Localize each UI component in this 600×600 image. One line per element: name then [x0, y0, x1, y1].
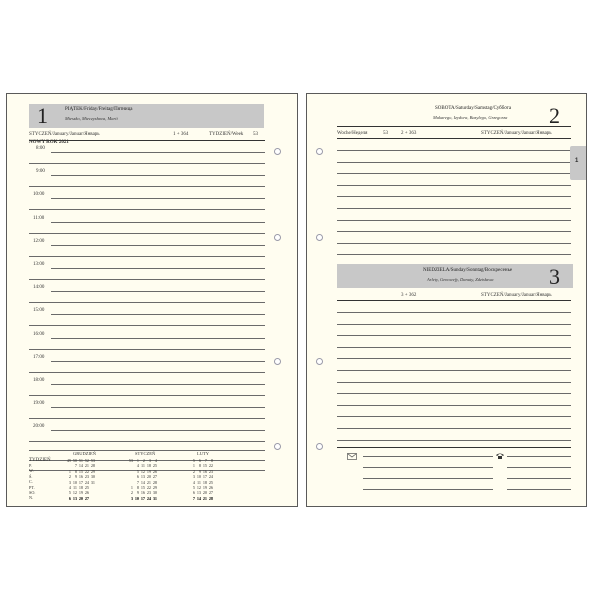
- day-label: N.: [29, 495, 34, 501]
- minical-day: 26: [208, 485, 213, 491]
- minical-day: 23: [208, 468, 213, 474]
- minical-day: 22: [84, 468, 89, 474]
- minical-month-name: LUTY: [197, 451, 209, 456]
- minical-day: 25: [208, 479, 213, 485]
- binder-hole: [274, 148, 281, 155]
- minical-day: 17: [202, 474, 207, 480]
- half-hour-line: [29, 163, 265, 164]
- minical-day: 3: [68, 479, 71, 485]
- minical-day: 15: [140, 485, 145, 491]
- day-label: W.: [29, 468, 34, 474]
- minical-day: 5: [136, 468, 139, 474]
- minical-week-label: TYDZIEŃ: [29, 458, 51, 463]
- sun-name-days: Arlety, Genowefy, Danuty, Zdzisława: [427, 277, 494, 282]
- ruled-line: [337, 393, 571, 394]
- minical-day: 3: [130, 495, 133, 501]
- sat-week-label: Woche/Неделя: [337, 131, 368, 136]
- minical-row: [189, 496, 213, 501]
- day-number: 1: [37, 103, 48, 128]
- sun-month-line: STYCZEŃ/January/Januar/Январь: [481, 293, 552, 298]
- minical-day: 6: [192, 490, 195, 496]
- contacts-rule: [337, 447, 571, 448]
- hour-label: 14:00: [33, 285, 45, 291]
- minical-day: 5: [192, 485, 195, 491]
- left-planner-page: [6, 93, 298, 507]
- day-label: Ś.: [29, 473, 33, 479]
- minical-day: 4: [192, 479, 195, 485]
- minical-day: 12: [72, 490, 77, 496]
- minical-day: 2: [192, 468, 195, 474]
- minical-day: 30: [90, 474, 95, 480]
- minical-day: 4: [136, 463, 139, 469]
- minical-day: 10: [196, 474, 201, 480]
- ruled-line: [337, 185, 571, 186]
- sun-day-number: 3: [549, 264, 560, 289]
- minical-day: 28: [208, 495, 213, 501]
- hour-line: [51, 384, 265, 385]
- minical-day: 19: [202, 485, 207, 491]
- minical-day: 22: [146, 485, 151, 491]
- ruled-line: [337, 324, 571, 325]
- sat-day-number: 2: [549, 103, 560, 128]
- minical-day: 26: [84, 490, 89, 496]
- week-number: 50: [72, 458, 77, 463]
- hour-line: [51, 430, 265, 431]
- hour-label: 17:00: [33, 354, 45, 360]
- minical-day: 24: [146, 495, 151, 501]
- month-line: STYCZEŃ/January/Januar/Январь: [29, 132, 100, 137]
- hour-label: 8:00: [36, 146, 45, 151]
- minical-day: 23: [146, 490, 151, 496]
- name-days: Mieszko, Mieczysława, Marii: [65, 116, 118, 121]
- hour-label: 9:00: [36, 169, 45, 175]
- sat-day-name: SOBOTA/Saturday/Samstag/Суббота: [435, 106, 512, 111]
- minical-day: 14: [78, 463, 83, 469]
- sat-day-count: 2 + 363: [401, 131, 417, 136]
- half-hour-line: [29, 233, 265, 234]
- ruled-line: [337, 312, 571, 313]
- minical-day: 7: [192, 495, 195, 501]
- minical-day: 22: [208, 463, 213, 469]
- contact-line: [363, 489, 493, 490]
- minical-day: 8: [136, 485, 139, 491]
- day-label: P.: [29, 463, 32, 468]
- week-number: 53: [253, 132, 258, 137]
- half-hour-line: [29, 349, 265, 350]
- week-number: 2: [142, 458, 145, 463]
- ruled-line: [337, 162, 571, 163]
- minical-day: 14: [196, 495, 201, 501]
- minical-day: 24: [84, 479, 89, 485]
- holiday-label: NOWY ROK 2021: [29, 140, 69, 145]
- minical-day: 2: [68, 474, 71, 480]
- minical-day: 6: [136, 474, 139, 480]
- minical-day: 25: [84, 485, 89, 491]
- week-number: 8: [210, 458, 213, 463]
- minical-month-name: GRUDZIEŃ: [73, 451, 96, 456]
- week-number: 53: [90, 458, 95, 463]
- minical-day: 9: [74, 474, 77, 480]
- minical-day: 16: [140, 490, 145, 496]
- hour-line: [51, 361, 265, 362]
- minical-day: 6: [68, 495, 71, 501]
- half-hour-line: [29, 441, 265, 442]
- minical-grid: [65, 458, 95, 501]
- minical-grid: [127, 458, 157, 501]
- half-hour-line: [29, 279, 265, 280]
- minical-day: 7: [74, 463, 77, 469]
- binder-hole: [274, 358, 281, 365]
- hour-line: [51, 245, 265, 246]
- minical-day: 4: [68, 485, 71, 491]
- minical-day: 18: [202, 479, 207, 485]
- minical-day: 13: [72, 495, 77, 501]
- minical-day: 29: [152, 485, 157, 491]
- week-number: 4: [154, 458, 157, 463]
- week-number: 52: [84, 458, 89, 463]
- hour-label: 10:00: [33, 192, 45, 198]
- minical-day: 26: [152, 468, 157, 474]
- minical-day: 17: [140, 495, 145, 501]
- minical-day: 16: [78, 474, 83, 480]
- minical-day: 20: [202, 490, 207, 496]
- minical-day: 13: [196, 490, 201, 496]
- envelope-icon: [347, 453, 357, 460]
- minical-day-labels: [29, 463, 35, 501]
- hour-label: 15:00: [33, 308, 45, 314]
- minical-day: 24: [208, 474, 213, 480]
- ruled-line: [337, 405, 571, 406]
- minical-day: 30: [152, 490, 157, 496]
- half-hour-line: [29, 256, 265, 257]
- sun-day-count: 3 + 362: [401, 293, 417, 298]
- minical-day: 31: [90, 479, 95, 485]
- hour-label: 18:00: [33, 378, 45, 383]
- hour-label: 20:00: [33, 424, 45, 430]
- ruled-line: [337, 358, 571, 359]
- contact-line: [363, 478, 493, 479]
- minical-day: 7: [136, 479, 139, 485]
- hour-line: [51, 198, 265, 199]
- minical-row: [127, 496, 157, 501]
- month-index-tab[interactable]: [570, 146, 586, 180]
- minical-day: 11: [140, 463, 145, 469]
- week-number: 5: [192, 458, 195, 463]
- week-number: 49: [66, 458, 71, 463]
- hour-line: [51, 314, 265, 315]
- minical-day: 20: [146, 474, 151, 480]
- sat-month-line: STYCZEŃ/January/Januar/Январь: [481, 131, 552, 136]
- minical-day: 19: [78, 490, 83, 496]
- ruled-line: [337, 196, 571, 197]
- binder-hole: [274, 234, 281, 241]
- hour-label: 12:00: [33, 238, 45, 244]
- minical-day: 9: [198, 468, 201, 474]
- minical-day: 17: [78, 479, 83, 485]
- ruled-line: [337, 347, 571, 348]
- minical-row: [65, 496, 95, 501]
- week-number: 53: [128, 458, 133, 463]
- minical-day: 2: [130, 490, 133, 496]
- minical-day: 8: [198, 463, 201, 469]
- minical-day: 1: [192, 463, 195, 469]
- ruled-line: [337, 440, 571, 441]
- half-hour-line: [29, 302, 265, 303]
- contact-line: [363, 456, 493, 457]
- week-number: 3: [148, 458, 151, 463]
- minical-day: 15: [78, 468, 83, 474]
- minical-day: 18: [78, 485, 83, 491]
- hour-line: [51, 338, 265, 339]
- minical-day: 11: [196, 479, 201, 485]
- ruled-line: [337, 335, 571, 336]
- sat-name-days: Makarego, Izydora, Bazylego, Grzegorza: [433, 115, 508, 120]
- minical-day: 31: [152, 495, 157, 501]
- telephone-icon: [495, 452, 505, 460]
- half-hour-line: [29, 209, 265, 210]
- binder-hole: [316, 234, 323, 241]
- minical-grid: [189, 458, 213, 501]
- half-hour-line: [29, 395, 265, 396]
- binder-hole: [316, 358, 323, 365]
- minical-day: 21: [202, 495, 207, 501]
- minical-day: 23: [84, 474, 89, 480]
- minical-day: 25: [152, 463, 157, 469]
- minical-day: 27: [84, 495, 89, 501]
- ruled-line: [337, 243, 571, 244]
- minical-day: 27: [152, 474, 157, 480]
- minical-day: 28: [90, 463, 95, 469]
- day-name: PIĄTEK/Friday/Freitag/Пятница: [65, 107, 133, 112]
- minical-day: 1: [68, 468, 71, 474]
- day-label: SO.: [29, 490, 36, 496]
- minical-day: 14: [140, 479, 145, 485]
- ruled-line: [337, 382, 571, 383]
- ruled-line: [337, 254, 571, 255]
- contact-line: [507, 467, 571, 468]
- day-label: PT.: [29, 484, 35, 490]
- minical-month-name: STYCZEŃ: [135, 451, 156, 456]
- contact-line: [507, 478, 571, 479]
- week-label: TYDZIEŃ/Week: [209, 132, 244, 137]
- hour-line: [51, 291, 265, 292]
- week-number: 6: [198, 458, 201, 463]
- hour-label: 16:00: [33, 331, 45, 337]
- minical-day: 10: [134, 495, 139, 501]
- sat-sub-rule: [337, 138, 571, 139]
- hour-line: [51, 152, 265, 153]
- ruled-line: [337, 370, 571, 371]
- day-label: C.: [29, 479, 33, 485]
- contact-line: [363, 467, 493, 468]
- minical-day: 27: [208, 490, 213, 496]
- minical-day: 1: [130, 485, 133, 491]
- minical-day: 20: [78, 495, 83, 501]
- minical-day: 21: [84, 463, 89, 469]
- hour-line: [51, 222, 265, 223]
- hour-line: [51, 175, 265, 176]
- sun-sub-rule: [337, 300, 571, 301]
- hour-line: [51, 268, 265, 269]
- half-hour-line: [29, 418, 265, 419]
- hour-line: [51, 407, 265, 408]
- week-number: 51: [78, 458, 83, 463]
- minical-day: 15: [202, 463, 207, 469]
- minical-day: 12: [140, 468, 145, 474]
- ruled-line: [337, 416, 571, 417]
- hour-label: 11:00: [33, 215, 45, 221]
- right-planner-page: [306, 93, 587, 507]
- contact-line: [507, 489, 571, 490]
- minical-day: 18: [146, 463, 151, 469]
- ruled-line: [337, 428, 571, 429]
- week-number: 1: [136, 458, 139, 463]
- half-hour-line: [29, 325, 265, 326]
- half-hour-line: [29, 186, 265, 187]
- day-count: 1 + 364: [173, 132, 189, 137]
- minical-day: 19: [146, 468, 151, 474]
- minical-day: 29: [90, 468, 95, 474]
- binder-hole: [316, 443, 323, 450]
- sat-week-number: 53: [383, 131, 388, 136]
- minical-day: 11: [72, 485, 77, 491]
- minical-day: 13: [140, 474, 145, 480]
- minical-day: 21: [146, 479, 151, 485]
- hour-label: 13:00: [33, 262, 45, 267]
- ruled-line: [337, 231, 571, 232]
- minical-day: 28: [152, 479, 157, 485]
- ruled-line: [337, 220, 571, 221]
- sun-day-name: NIEDZIELA/Sunday/Sonntag/Воскресенье: [423, 268, 513, 273]
- contact-line: [507, 456, 571, 457]
- hour-label: 19:00: [33, 401, 45, 407]
- sat-header-rule: [337, 126, 571, 127]
- half-hour-line: [29, 372, 265, 373]
- ruled-line: [337, 150, 571, 151]
- minical-day: 12: [196, 485, 201, 491]
- minical-day: 16: [202, 468, 207, 474]
- minical-day: 3: [192, 474, 195, 480]
- ruled-line: [337, 173, 571, 174]
- minical-day: 5: [68, 490, 71, 496]
- binder-hole: [274, 443, 281, 450]
- minical-day: 9: [136, 490, 139, 496]
- ruled-line: [337, 208, 571, 209]
- minical-day: 10: [72, 479, 77, 485]
- week-number: 7: [204, 458, 207, 463]
- binder-hole: [316, 148, 323, 155]
- minical-day: 8: [74, 468, 77, 474]
- tab-label: 1: [575, 158, 579, 164]
